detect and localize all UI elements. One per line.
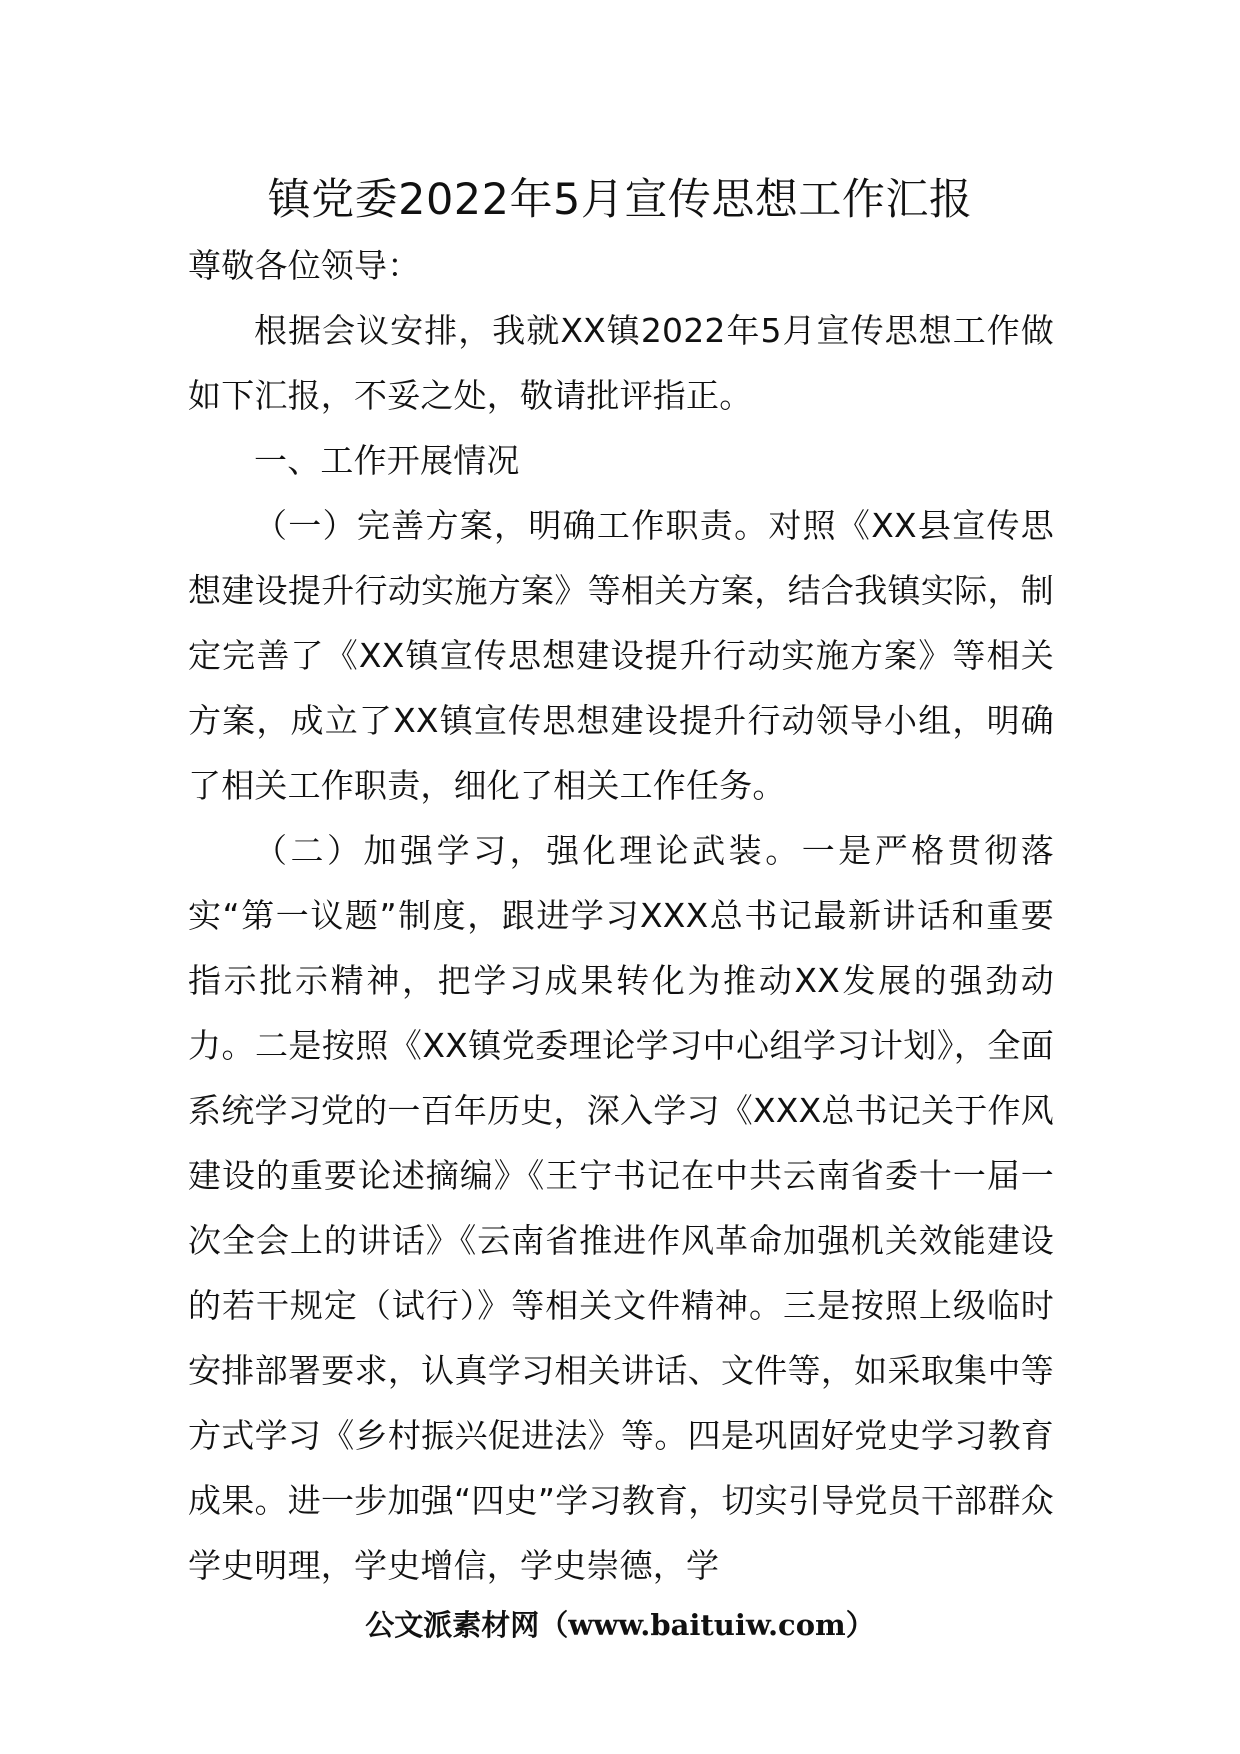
intro-paragraph: 根据会议安排，我就XX镇2022年5月宣传思想工作做如下汇报，不妥之处，敬请批评指正。 [188, 311, 1054, 415]
document-title: 镇党委2022年5月宣传思想工作汇报 [267, 175, 973, 225]
salutation: 尊敬各位领导： [188, 246, 421, 285]
paragraph-1: （一）完善方案，明确工作职责。对照《XX县宣传思想建设提升行动实施方案》等相关方案，结合我镇实际，制定完善了《XX镇宣传思想建设提升行动实施方案》等相关方案，成立了XX镇宣传思想建设提升行动领导小组，明确了相关工作职责，细化了相关工作任务。 [188, 506, 1054, 805]
document-body [188, 233, 1054, 1598]
footer-watermark: 公文派素材网（www.baituiw.com） [365, 1608, 875, 1642]
paragraph-2: （二）加强学习，强化理论武装。一是严格贯彻落实“第一议题”制度，跟进学习XXX总书记最新讲话和重要指示批示精神，把学习成果转化为推动XX发展的强劲动力。二是按照《XX镇党委理论学习中心组学习计划》，全面系统学习党的一百年历史，深入学习《XXX总书记关于作风建设的重要论述摘编》《王宁书记在中共云南省委十一届一次全会上的讲话》《云南省推进作风革命加强机关效能建设的若干规定（试行）》等相关文件精神。三是按照上级临时安排部署要求，认真学习相关讲话、文件等，如采取集中等方式学习《乡村振兴促进法》等。四是巩固好党史学习教育成果。进一步加强“四史”学习教育，切实引导党员干部群众学史明理，学史增信，学史崇德，学 [188, 831, 1054, 1585]
section-heading: 一、工作开展情况 [254, 441, 520, 480]
